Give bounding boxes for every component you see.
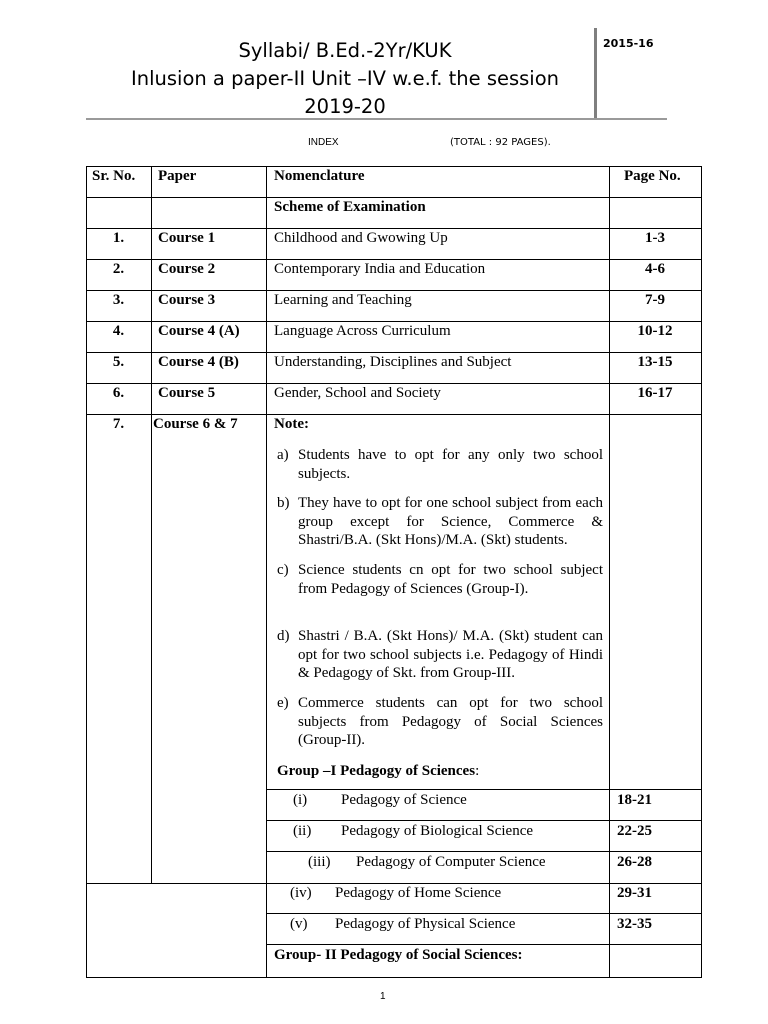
- row-paper: Course 2: [158, 261, 216, 277]
- row-page: 1-3: [645, 230, 665, 246]
- title-line-2: Inlusion a paper-II Unit –IV w.e.f. the session: [130, 67, 560, 90]
- total-pages: (TOTAL : 92 PAGES).: [450, 137, 551, 148]
- header-nomenclature: Nomenclature: [274, 168, 365, 184]
- row-page: 10-12: [637, 323, 673, 339]
- note-text: They have to opt for one school subject from each group except for Science, Commerce & Shastri/B.A. (Skt Hons)/M.A. (Skt) students.: [298, 495, 603, 548]
- subject-page: 22-25: [617, 823, 652, 839]
- group-2-heading: Group- II Pedagogy of Social Sciences:: [274, 947, 523, 963]
- group-1-heading: [277, 763, 479, 780]
- subject-page: 26-28: [617, 854, 652, 870]
- note-text: Science students cn opt for two school subject from Pedagogy of Sciences (Group-I).: [298, 562, 603, 597]
- subject-number: (v): [290, 916, 308, 932]
- subject-name: Pedagogy of Home Science: [335, 885, 502, 901]
- row-sr: 5.: [112, 354, 125, 370]
- header-divider-horizontal: [86, 118, 667, 120]
- note-item: [277, 694, 603, 750]
- row-nomenclature: Contemporary India and Education: [274, 261, 486, 277]
- row-sr: 1.: [112, 230, 125, 246]
- note-letter: b): [277, 495, 290, 511]
- note-item: [277, 561, 603, 598]
- title-line-3: 2019-20: [304, 95, 386, 118]
- subject-name: Pedagogy of Physical Science: [335, 916, 516, 932]
- index-label: INDEX: [308, 137, 339, 148]
- row-nomenclature: Learning and Teaching: [274, 292, 412, 308]
- row-page: 4-6: [645, 261, 665, 277]
- row-nomenclature: Childhood and Gwowing Up: [274, 230, 448, 246]
- row-paper: Course 3: [158, 292, 216, 308]
- row-paper: Course 1: [158, 230, 216, 246]
- header-page-no: Page No.: [624, 168, 681, 184]
- row7-sr: 7.: [112, 416, 125, 432]
- subject-number: (i): [293, 792, 308, 808]
- header-divider-vertical: [594, 28, 597, 119]
- note-text: Shastri / B.A. (Skt Hons)/ M.A. (Skt) student can opt for two school subjects i.e. Pedagogy of Hindi & Pedagogy of Skt. from Group-III.: [298, 628, 603, 681]
- note-text: Students have to opt for any only two school subjects.: [298, 447, 603, 482]
- note-item: [277, 494, 603, 550]
- group-1-colon: :: [475, 763, 480, 779]
- title-line-1: Syllabi/ B.Ed.-2Yr/KUK: [238, 39, 452, 62]
- row-page: 7-9: [645, 292, 665, 308]
- subject-page: 32-35: [617, 916, 652, 932]
- note-item: [277, 446, 603, 483]
- subject-page: 18-21: [617, 792, 652, 808]
- document-title: [110, 37, 580, 121]
- row-page: 16-17: [637, 385, 673, 401]
- row-paper: Course 4 (B): [158, 354, 239, 370]
- note-label: Note:: [274, 416, 309, 432]
- scheme-of-examination: Scheme of Examination: [274, 199, 426, 215]
- subject-page: 29-31: [617, 885, 652, 901]
- row-paper: Course 5: [158, 385, 216, 401]
- row-nomenclature: Gender, School and Society: [274, 385, 441, 401]
- row-sr: 4.: [112, 323, 125, 339]
- subject-number: (iv): [290, 885, 312, 901]
- subject-name: Pedagogy of Science: [341, 792, 467, 808]
- session-year: 2015-16: [603, 37, 654, 50]
- note-letter: d): [277, 628, 290, 644]
- note-letter: e): [277, 695, 289, 711]
- row-sr: 3.: [112, 292, 125, 308]
- row-sr: 2.: [112, 261, 125, 277]
- row-paper: Course 4 (A): [158, 323, 240, 339]
- note-letter: c): [277, 562, 289, 578]
- row-nomenclature: Understanding, Disciplines and Subject: [274, 354, 512, 370]
- subject-name: Pedagogy of Biological Science: [341, 823, 534, 839]
- subject-number: (iii): [308, 854, 331, 870]
- note-text: Commerce students can opt for two school subjects from Pedagogy of Social Sciences (Group-II).: [298, 695, 603, 748]
- row-page: 13-15: [637, 354, 673, 370]
- subject-name: Pedagogy of Computer Science: [356, 854, 546, 870]
- row-nomenclature: Language Across Curriculum: [274, 323, 451, 339]
- subject-number: (ii): [293, 823, 312, 839]
- row-sr: 6.: [112, 385, 125, 401]
- header-sr-no: Sr. No.: [92, 168, 136, 184]
- page-number: 1: [380, 991, 386, 1002]
- note-letter: a): [277, 447, 289, 463]
- group-1-label: Group –I Pedagogy of Sciences: [277, 763, 476, 779]
- row7-paper: Course 6 & 7: [153, 416, 238, 432]
- header-paper: Paper: [158, 168, 197, 184]
- note-item: [277, 627, 603, 683]
